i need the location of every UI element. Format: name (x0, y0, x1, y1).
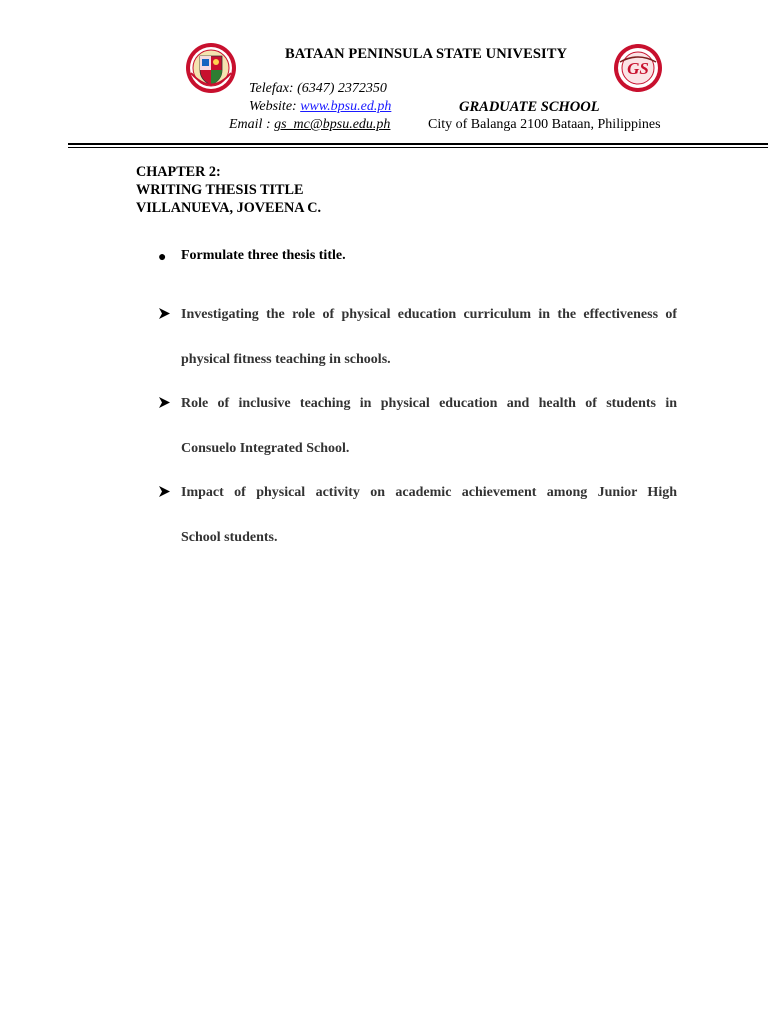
website-line (249, 99, 391, 115)
website-label: Website: (249, 99, 301, 114)
bullet-icon: ● (158, 250, 167, 265)
email-label: Email : (229, 117, 275, 132)
bpsu-seal-icon (185, 40, 237, 96)
subject-title: WRITING THESIS TITLE (136, 182, 304, 198)
thesis-title-item (181, 485, 677, 546)
instruction-text: Formulate three thesis title. (181, 248, 346, 263)
arrow-bullet-icon (158, 485, 171, 503)
svg-text:GS: GS (627, 59, 649, 78)
arrow-bullet-icon (158, 396, 171, 414)
thesis-title-line-2: Consuelo Integrated School. (181, 441, 350, 456)
email-line (229, 117, 390, 133)
chapter-label: CHAPTER 2: (136, 164, 221, 180)
telefax: Telefax: (6347) 2372350 (249, 81, 387, 96)
thesis-title-item (181, 396, 677, 457)
university-name: BATAAN PENINSULA STATE UNIVESITY (285, 46, 568, 62)
website-link[interactable]: www.bpsu.ed.ph (300, 99, 392, 114)
thesis-title-line-1: Impact of physical activity on academic achievement among Junior High (181, 485, 677, 500)
graduate-school-logo-icon (612, 42, 664, 94)
thesis-title-line-2: physical fitness teaching in schools. (181, 352, 391, 367)
address: City of Balanga 2100 Bataan, Philippines (428, 117, 661, 132)
header-divider (68, 143, 768, 145)
thesis-title-line-2: School students. (181, 530, 278, 545)
thesis-title-line-1: Role of inclusive teaching in physical education and health of students in (181, 396, 677, 411)
author-name: VILLANUEVA, JOVEENA C. (136, 200, 321, 216)
header-divider-thin (68, 147, 768, 148)
email-link[interactable]: gs_mc@bpsu.edu.ph (274, 117, 391, 132)
thesis-title-item (181, 307, 677, 368)
thesis-title-line-1: Investigating the role of physical education curriculum in the effectiveness of (181, 307, 677, 322)
graduate-school-label: GRADUATE SCHOOL (459, 99, 600, 115)
arrow-bullet-icon (158, 307, 171, 325)
